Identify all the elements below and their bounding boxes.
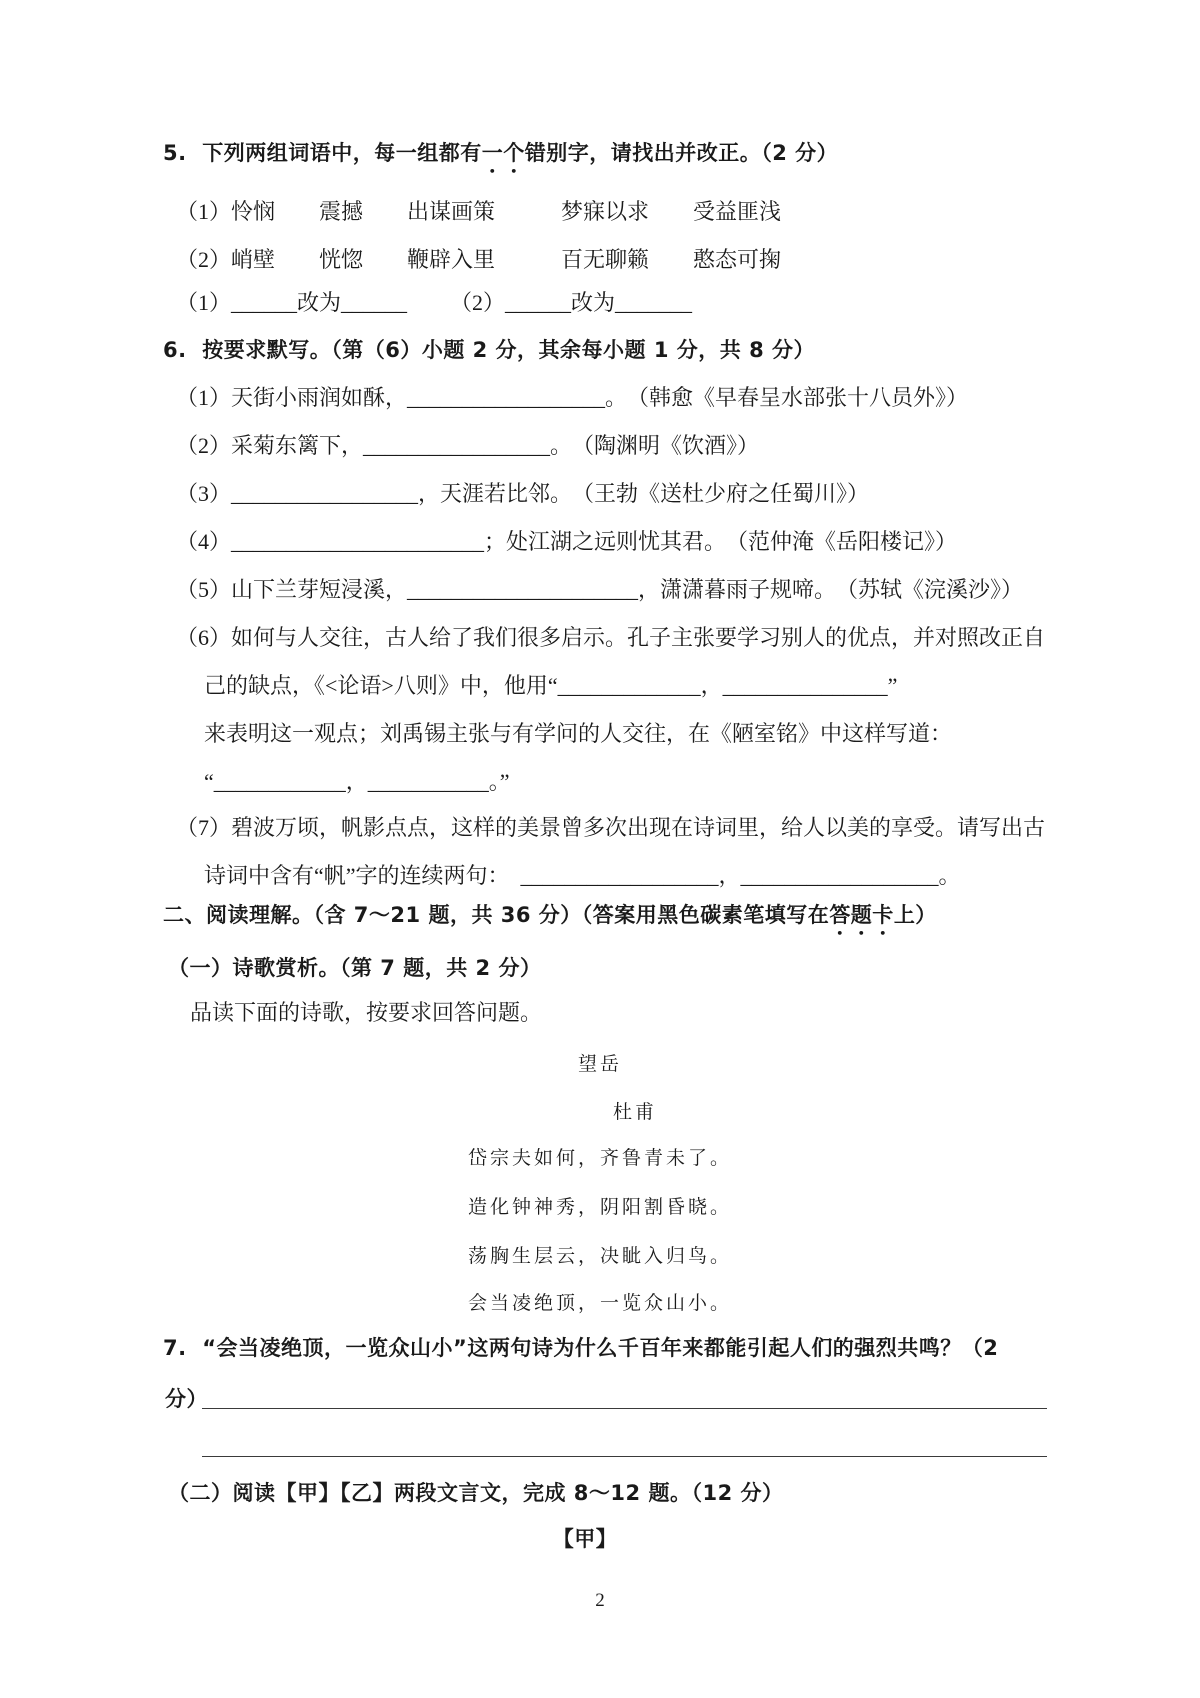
q7-question-line-1: 7. “会当凌绝顶，一览众山小”这两句诗为什么千百年来都能引起人们的强烈共鸣？（2 — [163, 1336, 999, 1360]
q6-item-7-line-1: （7）碧波万顷，帆影点点，这样的美景曾多次出现在诗词里，给人以美的享受。请写出古 — [176, 815, 1046, 840]
q5-answer-blank-1: （1）______改为______ — [176, 290, 408, 315]
q6-title: 6. 按要求默写。（第（6）小题 2 分，其余每小题 1 分，共 8 分） — [163, 338, 816, 362]
poem-title: 望岳 — [577, 1054, 622, 1075]
q5-word-group-2: （2）峭壁 恍惚 鞭辟入里 百无聊籁 憨态可掬 — [176, 247, 782, 272]
q6-item-2: （2）采菊东篱下，_________________。 （陶渊明《饮酒》） — [176, 433, 760, 458]
q5-word-group-1: （1）怜悯 震撼 出谋画策 梦寐以求 受益匪浅 — [176, 199, 782, 224]
poem-line-4: 会当凌绝顶，一览众山小。 — [467, 1293, 732, 1314]
part-2-header: （二）阅读【甲】【乙】两段文言文，完成 8～12 题。（12 分） — [168, 1481, 784, 1505]
q5-title-pre: 5. 下列两组词语中，每一组都有 — [163, 141, 482, 165]
part-1-header: （一）诗歌赏析。（第 7 题，共 2 分） — [168, 956, 542, 980]
q5-title-post: 错别字，请找出并改正。（2 分） — [524, 141, 839, 165]
q6-item-5: （5）山下兰芽短浸溪，_____________________，潇潇暮雨子规啼。 （苏轼《浣溪沙》） — [176, 577, 1024, 602]
q7-question-line-2-prefix: 分） — [165, 1387, 208, 1411]
q5-title-emphasis: 一个 — [481, 141, 525, 165]
poem-author-row — [0, 1098, 1200, 1128]
section-2-header — [163, 900, 937, 940]
q6-item-7-line-2: 诗词中含有“帆”字的连续两句： __________________，__________________。 — [204, 863, 961, 888]
q6-item-6-line-2: 己的缺点，《<论语>八则》中，他用“_____________，_______________” — [204, 673, 898, 698]
q5-answer-blank-2: （2）______改为_______ — [450, 290, 693, 315]
section-2-header-emphasis: 答题卡 — [829, 903, 894, 927]
section-2-header-pre: 二、阅读理解。（含 7～21 题，共 36 分）（答案用黑色碳素笔填写在 — [163, 903, 830, 927]
q5-title — [163, 138, 838, 178]
poem-author: 杜甫 — [612, 1102, 657, 1123]
q6-item-6-line-3: 来表明这一观点；刘禹锡主张与有学问的人交往，在《陋室铭》中这样写道： — [204, 721, 953, 746]
poem-line-2: 造化钟神秀，阴阳割昏晓。 — [467, 1197, 732, 1218]
q6-item-6-line-4: “____________，___________。” — [204, 769, 510, 794]
q6-item-4: （4）_______________________；处江湖之远则忧其君。 （范仲淹《岳阳楼记》） — [176, 529, 958, 554]
q6-item-1: （1）天街小雨润如酥，__________________。 （韩愈《早春呈水部张十八员外》） — [176, 385, 969, 410]
poem-line-1: 岱宗夫如何，齐鲁青未了。 — [467, 1148, 732, 1169]
q7-answer-line-1 — [202, 1384, 1047, 1409]
section-2-header-post: 上） — [893, 903, 937, 927]
page-number: 2 — [595, 1590, 605, 1611]
q6-item-6-line-1: （6）如何与人交往，古人给了我们很多启示。孔子主张要学习别人的优点，并对照改正自 — [176, 625, 1046, 650]
passage-jia-label: 【甲】 — [552, 1527, 618, 1551]
q7-answer-line-2 — [202, 1432, 1047, 1457]
passage-jia-row — [0, 1524, 1200, 1554]
q6-item-3: （3）_________________，天涯若比邻。 （王勃《送杜少府之任蜀川》） — [176, 481, 870, 506]
poem-intro: 品读下面的诗歌，按要求回答问题。 — [190, 1000, 543, 1025]
poem-line-3: 荡胸生层云，决眦入归鸟。 — [467, 1246, 732, 1267]
